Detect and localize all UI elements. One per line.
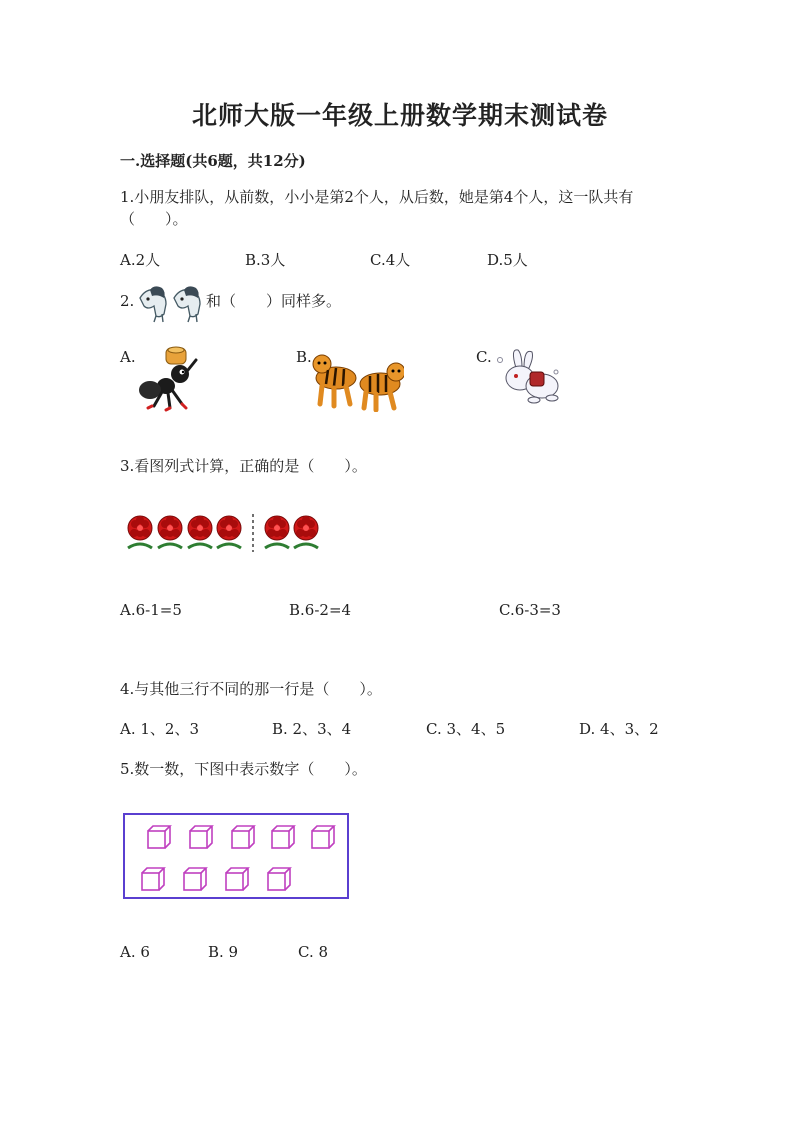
horse-icon bbox=[140, 286, 166, 322]
q1-option-d[interactable]: D.5人 bbox=[487, 251, 528, 269]
cubes-figure bbox=[122, 812, 352, 902]
flower-icon bbox=[158, 516, 182, 548]
question-3-text: 3.看图列式计算，正确的是（ ）。 bbox=[120, 457, 367, 475]
ant-image bbox=[136, 346, 206, 412]
flower-icon bbox=[188, 516, 212, 548]
q1-option-a[interactable]: A.2人 bbox=[120, 251, 161, 269]
question-2-text: 和（ ）同样多。 bbox=[206, 292, 342, 310]
q4-option-a[interactable]: A. 1、2、3 bbox=[120, 720, 199, 738]
flower-icon bbox=[217, 516, 241, 548]
q1-option-b[interactable]: B.3人 bbox=[245, 251, 286, 269]
question-1-text: 1.小朋友排队，从前数，小小是第2个人，从后数，她是第4个人，这一队共有（ ）。 bbox=[120, 188, 634, 228]
q1-option-c[interactable]: C.4人 bbox=[370, 251, 411, 269]
cube-icon bbox=[184, 868, 206, 890]
q3-option-c[interactable]: C.6-3=3 bbox=[499, 601, 561, 619]
q5-option-b[interactable]: B. 9 bbox=[208, 943, 239, 961]
q2-option-c[interactable]: C. bbox=[476, 348, 492, 366]
question-5-text: 5.数一数，下图中表示数字（ ）。 bbox=[120, 760, 367, 778]
flower-icon bbox=[294, 516, 318, 548]
question-2-number: 2. bbox=[120, 292, 135, 310]
cube-icon bbox=[232, 826, 254, 848]
question-4-text: 4.与其他三行不同的那一行是（ ）。 bbox=[120, 680, 382, 698]
page-title: 北师大版一年级上册数学期末测试卷 bbox=[191, 101, 608, 130]
rabbit-image bbox=[492, 346, 564, 410]
flowers-image bbox=[120, 510, 330, 554]
q4-option-d[interactable]: D. 4、3、2 bbox=[579, 720, 659, 738]
section-heading: 一.选择题(共6题，共12分) bbox=[120, 152, 306, 170]
cube-icon bbox=[142, 868, 164, 890]
cube-icon bbox=[272, 826, 294, 848]
tiger-icon bbox=[313, 355, 356, 406]
cube-icon bbox=[226, 868, 248, 890]
tigers-image bbox=[312, 350, 404, 412]
q3-option-a[interactable]: A.6-1=5 bbox=[120, 601, 182, 619]
flower-icon bbox=[128, 516, 152, 548]
cube-icon bbox=[190, 826, 212, 848]
q4-option-c[interactable]: C. 3、4、5 bbox=[426, 720, 506, 738]
tiger-icon bbox=[360, 363, 404, 410]
q5-option-a[interactable]: A. 6 bbox=[120, 943, 150, 961]
q2-option-b[interactable]: B. bbox=[296, 348, 312, 366]
q3-option-b[interactable]: B.6-2=4 bbox=[289, 601, 352, 619]
ant-icon bbox=[139, 347, 196, 410]
horses-image bbox=[136, 284, 206, 324]
q4-option-b[interactable]: B. 2、3、4 bbox=[272, 720, 352, 738]
flower-icon bbox=[265, 516, 289, 548]
rabbit-icon bbox=[498, 350, 559, 403]
cube-icon bbox=[148, 826, 170, 848]
q2-option-a[interactable]: A. bbox=[120, 348, 136, 366]
cube-icon bbox=[312, 826, 334, 848]
horse-icon bbox=[174, 286, 200, 322]
q5-option-c[interactable]: C. 8 bbox=[298, 943, 329, 961]
cube-icon bbox=[268, 868, 290, 890]
